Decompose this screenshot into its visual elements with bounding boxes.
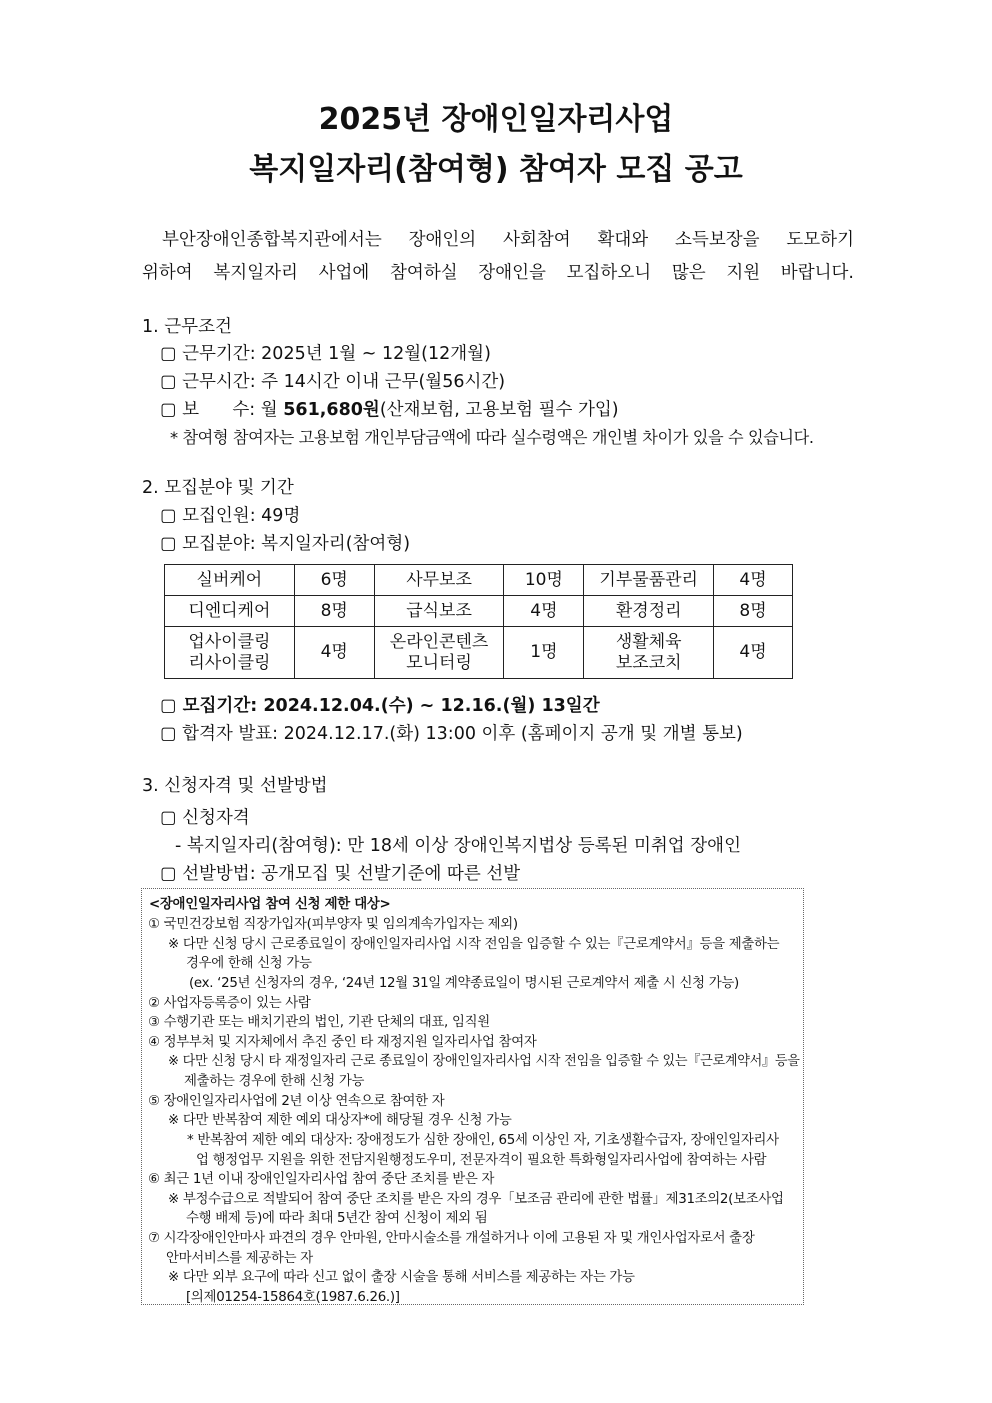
- restriction-line: ④ 정부부처 및 지자체에서 추진 중인 타 재정지원 일자리사업 참여자: [148, 1035, 537, 1050]
- intro-line-1: 부안장애인종합복지관에서는 장애인의 사회참여 확대와 소득보장을 도모하기: [162, 230, 854, 250]
- recruit-period: ▢ 모집기간: 2024.12.04.(수) ~ 12.16.(월) 13일간: [160, 696, 600, 716]
- table-row: [165, 627, 793, 679]
- table-cell: 10명: [504, 565, 584, 596]
- qualification: ▢ 신청자격: [160, 808, 250, 828]
- table-cell: 1명: [504, 627, 584, 679]
- table-cell: 4명: [504, 596, 584, 627]
- table-cell: [374, 627, 504, 679]
- restriction-line: ※ 다만 신청 당시 근로종료일이 장애인일자리사업 시작 전임을 입증할 수 있는『근로계약서』등을 제출하는: [168, 937, 780, 952]
- result-announcement: ▢ 합격자 발표: 2024.12.17.(화) 13:00 이후 (홈페이지 공개 및 개별 통보): [160, 724, 743, 744]
- restriction-line: 수행 배제 등)에 따라 최대 5년간 참여 신청이 제외 됨: [186, 1211, 488, 1226]
- table-cell: 실버케어: [165, 565, 295, 596]
- table-cell: 환경정리: [584, 596, 714, 627]
- pay-suffix: (산재보험, 고용보험 필수 가입): [379, 400, 619, 420]
- restriction-line: (ex. ‘25년 신청자의 경우, ‘24년 12월 31일 계약종료일이 명시된 근로계약서 제출 시 신청 가능): [189, 976, 739, 991]
- section-2-heading: 2. 모집분야 및 기간: [142, 478, 294, 498]
- cell-line: 생활체육: [615, 631, 682, 652]
- table-row: [165, 596, 793, 627]
- section-1-heading: 1. 근무조건: [142, 317, 232, 337]
- work-hours: ▢ 근무시간: 주 14시간 이내 근무(월56시간): [160, 372, 506, 392]
- table-cell: 8명: [294, 596, 374, 627]
- cell-line: 보조코치: [615, 652, 682, 673]
- table-cell: 사무보조: [374, 565, 504, 596]
- restriction-line: ※ 다만 외부 요구에 따라 신고 없이 출장 시술을 통해 서비스를 제공하는 자는 가능: [168, 1270, 635, 1285]
- restriction-line: [의제01254-15864호(1987.6.26.)]: [186, 1290, 400, 1305]
- recruit-field: ▢ 모집분야: 복지일자리(참여형): [160, 534, 411, 554]
- restriction-line: ※ 부정수급으로 적발되어 참여 중단 조치를 받은 자의 경우「보조금 관리에 관한 법률」제31조의2(보조사업: [168, 1192, 784, 1207]
- restriction-line: ② 사업자등록증이 있는 사람: [148, 996, 311, 1011]
- restriction-line: 업 행정업무 지원을 위한 전담지원행정도우미, 전문자격이 필요한 특화형일자리사업에 참여하는 사람: [196, 1153, 767, 1168]
- restriction-line: ※ 다만 반복참여 제한 예외 대상자*에 해당될 경우 신청 가능: [168, 1113, 512, 1128]
- restrictions-heading: <장애인일자리사업 참여 신청 제한 대상>: [149, 897, 391, 912]
- table-cell: 급식보조: [374, 596, 504, 627]
- pay-note: * 참여형 참여자는 고용보험 개인부담금액에 따라 실수령액은 개인별 차이가 있을 수 있습니다.: [170, 428, 814, 447]
- table-cell: 4명: [714, 565, 793, 596]
- restriction-line: ⑤ 장애인일자리사업에 2년 이상 연속으로 참여한 자: [148, 1094, 445, 1109]
- table-cell: 4명: [714, 627, 793, 679]
- pay-amount: 561,680원: [283, 400, 380, 420]
- table-cell: [165, 627, 295, 679]
- table-cell: 기부물품관리: [584, 565, 714, 596]
- pay-prefix: ▢ 보 수: 월: [160, 400, 284, 420]
- table-cell: 디엔디케어: [165, 596, 295, 627]
- restriction-line: ※ 다만 신청 당시 타 재정일자리 근로 종료일이 장애인일자리사업 시작 전임을 입증할 수 있는『근로계약서』등을: [168, 1054, 800, 1069]
- table-cell: 8명: [714, 596, 793, 627]
- work-period: ▢ 근무기간: 2025년 1월 ~ 12월(12개월): [160, 344, 491, 364]
- restriction-line: ① 국민건강보험 직장가입자(피부양자 및 임의계속가입자는 제외): [148, 917, 518, 932]
- restriction-line: 안마서비스를 제공하는 자: [166, 1251, 313, 1266]
- recruit-count: ▢ 모집인원: 49명: [160, 506, 301, 526]
- restriction-line: ⑦ 시각장애인안마사 파견의 경우 안마원, 안마시술소를 개설하거나 이에 고용된 자 및 개인사업자로서 출장: [148, 1231, 755, 1246]
- cell-line: 온라인콘텐츠: [389, 631, 489, 652]
- selection-method: ▢ 선발방법: 공개모집 및 선발기준에 따른 선발: [160, 864, 521, 884]
- cell-line: 업사이클링: [188, 631, 271, 652]
- title-line-2: 복지일자리(참여형) 참여자 모집 공고: [249, 152, 743, 187]
- qualification-detail: - 복지일자리(참여형): 만 18세 이상 장애인복지법상 등록된 미취업 장애인: [175, 836, 741, 856]
- restriction-line: 경우에 한해 신청 가능: [186, 956, 312, 971]
- table-cell: [584, 627, 714, 679]
- restriction-line: ③ 수행기관 또는 배치기관의 법인, 기관 단체의 대표, 임직원: [148, 1015, 490, 1030]
- recruit-table: [164, 564, 793, 679]
- intro-line-2: 위하여 복지일자리 사업에 참여하실 장애인을 모집하오니 많은 지원 바랍니다.: [142, 263, 854, 283]
- section-3-heading: 3. 신청자격 및 선발방법: [142, 776, 328, 796]
- title-line-1: 2025년 장애인일자리사업: [318, 102, 674, 137]
- restriction-line: * 반복참여 제한 예외 대상자: 장애정도가 심한 장애인, 65세 이상인 자, 기초생활수급자, 장애인일자리사: [187, 1133, 779, 1148]
- cell-line: 모니터링: [406, 652, 472, 673]
- pay-line: [160, 396, 619, 421]
- restriction-line: ⑥ 최근 1년 이내 장애인일자리사업 참여 중단 조치를 받은 자: [148, 1172, 495, 1187]
- table-cell: 6명: [294, 565, 374, 596]
- cell-line: 리사이클링: [188, 652, 271, 673]
- table-row: [165, 565, 793, 596]
- table-cell: 4명: [294, 627, 374, 679]
- restriction-line: 제출하는 경우에 한해 신청 가능: [184, 1074, 365, 1089]
